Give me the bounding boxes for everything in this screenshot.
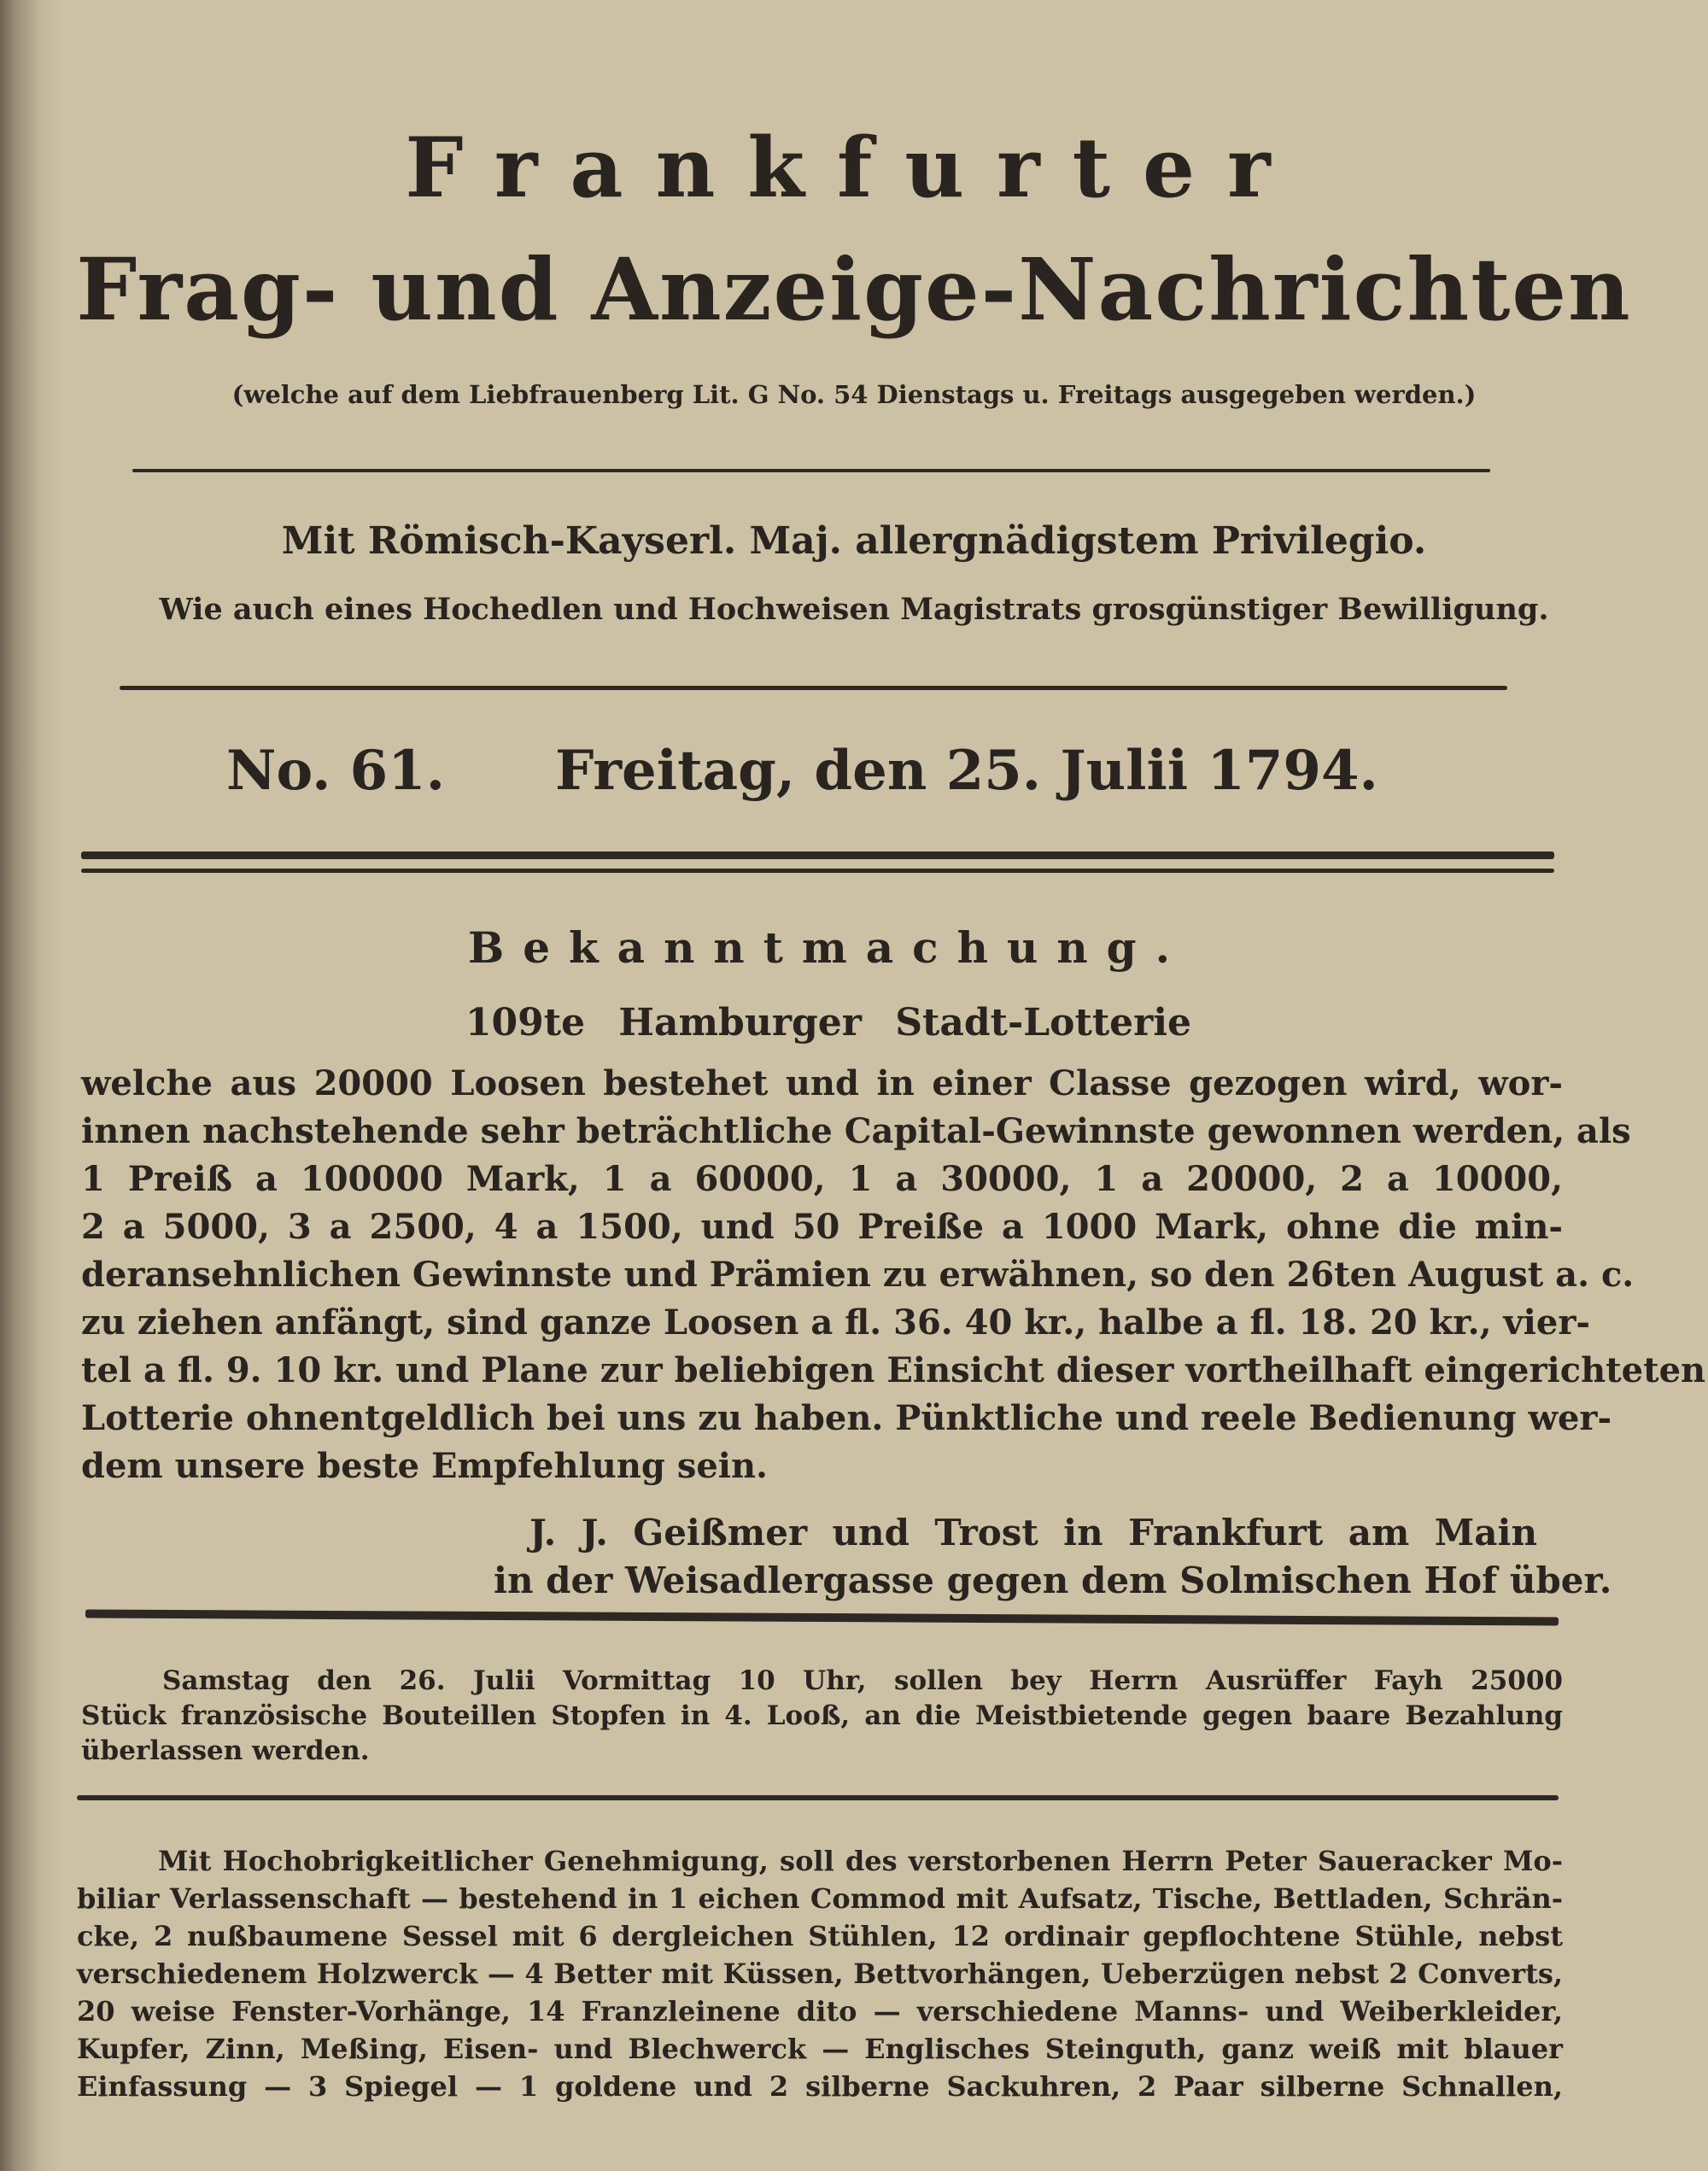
text-line: Mit Hochobrigkeitlicher Genehmigung, soll des verstorbenen Herrn Peter Saueracker Mo- (158, 1845, 1563, 1877)
text-line: 20 weise Fenster-Vorhänge, 14 Franzleinene dito — verschiedene Manns- und Weiberkleider, (77, 1995, 1563, 2028)
text-line: deransehnlichen Gewinnste und Prämien zu erwähnen, so den 26ten August a. c. (81, 1255, 1635, 1295)
text-line: Kupfer, Zinn, Meßing, Eisen- und Blechwerck — Englisches Steinguth, ganz weiß mit blauer (77, 2033, 1563, 2065)
text-line: 1 Preiß a 100000 Mark, 1 a 60000, 1 a 30000, 1 a 20000, 2 a 10000, (81, 1159, 1563, 1199)
notice1-signature-line1: J. J. Geißmer und Trost in Frankfurt am Main (529, 1512, 1537, 1554)
text-line: zu ziehen anfängt, sind ganze Loosen a fl. 36. 40 kr., halbe a fl. 18. 20 kr., vier- (81, 1302, 1590, 1343)
issue-number: No. 61. (226, 739, 445, 803)
text-line: dem unsere beste Empfehlung sein. (81, 1446, 768, 1486)
text-line: welche aus 20000 Loosen bestehet und in einer Classe gezogen wird, wor- (81, 1063, 1563, 1103)
text-line: tel a fl. 9. 10 kr. und Plane zur beliebigen Einsicht dieser vortheilhaft eingerichteten (81, 1350, 1706, 1390)
masthead-subtitle: (welche auf dem Liebfrauenberg Lit. G No. 54 Dienstags u. Freitags ausgegeben werden.) (231, 380, 1477, 409)
notice1-subheading: 109te Hamburger Stadt-Lotterie (465, 1001, 1192, 1045)
text-line: Lotterie ohnentgeldlich bei uns zu haben. Pünktliche und reele Bedienung wer- (81, 1398, 1612, 1438)
issue-date: Freitag, den 25. Julii 1794. (555, 739, 1378, 803)
text-line: Einfassung — 3 Spiegel — 1 goldene und 2 silberne Sackuhren, 2 Paar silberne Schnallen, (77, 2070, 1563, 2103)
divider (132, 469, 1490, 472)
text-line: 2 a 5000, 3 a 2500, 4 a 1500, und 50 Preiße a 1000 Mark, ohne die min- (81, 1207, 1563, 1247)
text-line: innen nachstehende sehr beträchtliche Capital-Gewinnste gewonnen werden, als (81, 1111, 1631, 1151)
privilege-line1: Mit Römisch-Kayserl. Maj. allergnädigstem Privilegio. (281, 519, 1427, 563)
text-line: cke, 2 nußbaumene Sessel mit 6 dergleichen Stühlen, 12 ordinair gepflochtene Stühle, nebst (77, 1920, 1563, 1952)
privilege-line2: Wie auch eines Hochedlen und Hochweisen Magistrats grosgünstiger Bewilligung. (159, 592, 1549, 627)
divider (77, 1795, 1559, 1800)
masthead-title-line1: Frankfurter (405, 120, 1303, 216)
text-line: Stück französische Bouteillen Stopfen in 4. Looß, an die Meistbietende gegen baare Bezahlung (81, 1700, 1563, 1731)
double-divider-bottom (81, 869, 1554, 873)
text-line: Samstag den 26. Julii Vormittag 10 Uhr, sollen bey Herrn Ausrüffer Fayh 25000 (162, 1665, 1563, 1696)
double-divider-top (81, 851, 1554, 859)
masthead-title-line2: Frag- und Anzeige-Nachrichten (76, 239, 1632, 340)
notice1-signature-line2: in der Weisadlergasse gegen dem Solmischen Hof über. (494, 1559, 1612, 1601)
notice1-heading: Bekanntmachung. (467, 922, 1190, 973)
divider (120, 686, 1507, 690)
text-line: biliar Verlassenschaft — bestehend in 1 eichen Commod mit Aufsatz, Tische, Bettladen, Schrän- (77, 1882, 1563, 1915)
divider (85, 1609, 1559, 1625)
text-line: verschiedenem Holzwerck — 4 Better mit Küssen, Bettvorhängen, Ueberzügen nebst 2 Converts, (77, 1957, 1563, 1990)
text-line: überlassen werden. (81, 1735, 370, 1766)
